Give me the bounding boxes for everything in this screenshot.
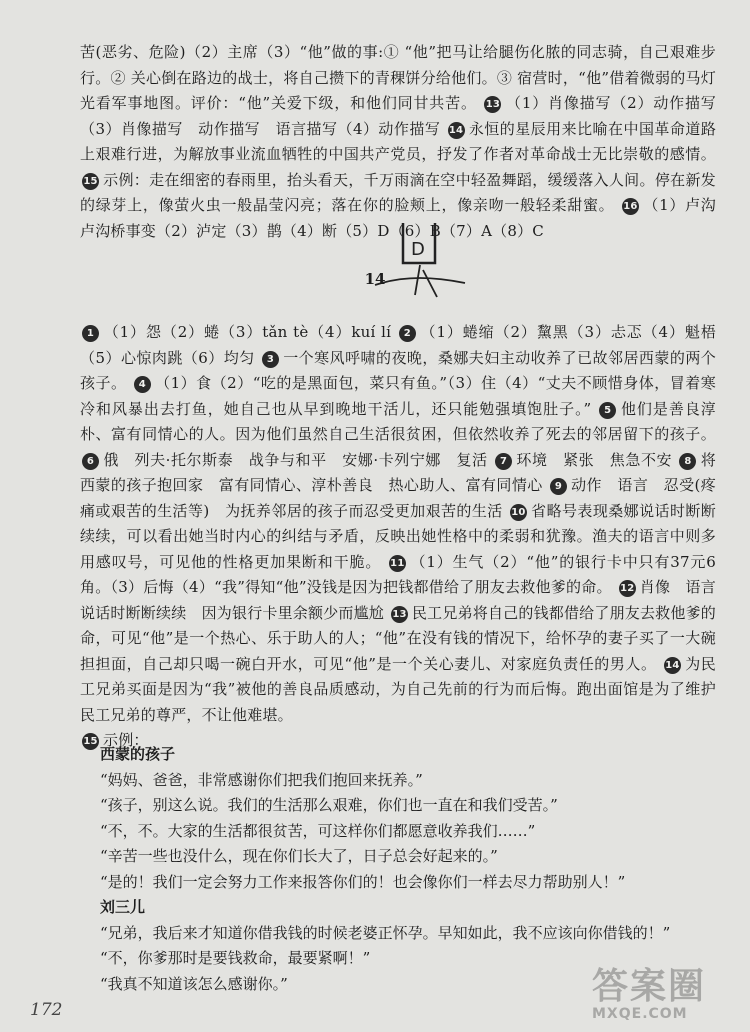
question-number-badge: 14 xyxy=(664,657,681,674)
answer-text: （1）怨（2）蜷（3）tǎn tè（4）kuí lí xyxy=(103,323,392,341)
top-paragraph-intro: 苦(恶劣、危险)（2）主席（3）“他”做的事:① “他”把马让给腿伤化脓的同志骑，自己艰难步行。② 关心倒在路边的战士，将自己攒下的青稞饼分给他们。③ 宿营时，“他”借着微弱的马灯光看军事地图。评价：“他”关爱下级，和他们同甘共苦。 xyxy=(80,43,716,112)
page-number: 172 xyxy=(30,1000,63,1020)
watermark-bottom: MXQE.COM xyxy=(592,1006,688,1022)
answer-text: 民工兄弟将自己的钱都借给了朋友去救他爹的命，可见“他”是一个热心、乐于助人的人；“他”在没有钱的情况下，给怀孕的妻子买了一大碗担担面，自己却只喝一碗白开水，可见“他”是一个关心妻儿、对家庭负责任的男人。 xyxy=(80,603,716,673)
sample-dialog xyxy=(100,742,720,997)
answer-text: 示例： xyxy=(103,731,149,749)
question-number-badge: 13 xyxy=(484,96,501,113)
question-number-badge: 15 xyxy=(82,733,99,750)
svg-text:D: D xyxy=(411,239,425,260)
dialog-line: “辛苦一些也没什么，现在你们长大了，日子总会好起来的。” xyxy=(100,847,498,865)
answer-text: 一个寒风呼啸的夜晚，桑娜夫妇主动收养了已故邻居西蒙的两个孩子。 xyxy=(80,348,716,392)
dialog-line: “妈妈、爸爸，非常感谢你们把我们抱回来抚养。” xyxy=(100,770,423,789)
dialog-line: “我真不知道该怎么感谢你。” xyxy=(100,974,288,993)
question-number-badge: 10 xyxy=(510,504,527,521)
question-number-badge: 9 xyxy=(550,478,567,495)
question-number-badge: 3 xyxy=(262,351,279,368)
question-number-badge: 14 xyxy=(448,122,465,139)
question-number-badge: 4 xyxy=(134,376,151,393)
answer-text: 他们是善良淳朴、富有同情心的人。因为他们虽然自己生活很贫困，但依然收养了死去的邻居留下的孩子。 xyxy=(80,399,717,443)
question-number-badge: 5 xyxy=(599,402,616,419)
answer-text: 环境 紧张 焦急不安 xyxy=(516,450,673,469)
top-answer-block xyxy=(80,40,732,244)
dialog-title: 刘三儿 xyxy=(100,898,146,916)
question-number-badge: 12 xyxy=(619,580,636,597)
answer-text: 永恒的星辰用来比喻在中国革命道路上艰难行进，为解放事业流血牺牲的中国共产党员，抒发了作者对革命战士无比崇敬的感情。 xyxy=(80,119,717,163)
dialog-line: “孩子，别这么说。我们的生活那么艰难，你们也一直在和我们受苦。” xyxy=(100,796,558,814)
answer-text: 将西蒙的孩子抱回家 富有同情心、淳朴善良 热心助人、富有同情心 xyxy=(80,450,717,494)
question-number-badge: 1 xyxy=(82,325,99,342)
dialog-line: “不，不。大家的生活都很贫苦，可这样你们都愿意收养我们……” xyxy=(100,821,536,840)
section-title: 14 xyxy=(364,270,386,288)
question-number-badge: 15 xyxy=(82,173,99,190)
answer-text: （1）食（2）“吃的是黑面包，菜只有鱼。”（3）住（4）“丈夫不顾惜身体，冒着寒冷和风暴出去打鱼，她自己也从早到晚地干活儿，还只能勉强填饱肚子。” xyxy=(80,374,717,418)
dialog-line: “是的！我们一定会努力工作来报答你们的！也会像你们一样去尽力帮助别人！” xyxy=(100,872,626,891)
answer-text: （1）蜷缩（2）黧黑（3）忐忑（4）魁梧（5）心惊肉跳（6）均匀 xyxy=(80,323,716,367)
question-number-badge: 8 xyxy=(679,453,696,470)
question-number-badge: 16 xyxy=(622,198,639,215)
answer-text: 为民工兄弟买面是因为“我”被他的善良品质感动，为自己先前的行为而后悔。跑出面馆是为了维护民工兄弟的尊严，不让他难堪。 xyxy=(80,654,716,724)
question-number-badge: 11 xyxy=(389,555,406,572)
answer-text: （1）生气（2）“他”的银行卡中只有37元6角。（3）后悔（4）“我”得知“他”没钱是因为把钱都借给了朋友去救他爹的命。 xyxy=(80,552,716,596)
dialog-line: “兄弟，我后来才知道你借我钱的时候老婆正怀孕。早知如此，我不应该向你借钱的！” xyxy=(100,923,671,942)
dialog-title: 西蒙的孩子 xyxy=(100,745,176,763)
question-number-badge: 7 xyxy=(495,453,512,470)
watermark-top: 答案圈 xyxy=(592,966,707,1007)
question-number-badge: 2 xyxy=(399,325,416,342)
answers-block xyxy=(80,320,732,754)
handwritten-mark xyxy=(365,215,475,305)
answer-text: 示例：走在细密的春雨里，抬头看天，千万雨滴在空中轻盈舞蹈，缓缓落入人间。停在新发的绿芽上，像萤火虫一般晶莹闪亮；落在你的脸颊上，像亲吻一般轻柔甜蜜。 xyxy=(80,170,716,214)
question-number-badge: 6 xyxy=(82,453,99,470)
question-number-badge: 13 xyxy=(391,606,408,623)
answer-text: （1）卢沟 卢沟桥事变（2）泸定（3）鹊（4）断（5）D（6）B（7）A（8）C xyxy=(80,196,732,240)
site-watermark xyxy=(592,968,742,1028)
answer-text: 肖像 语言 说话时断断续续 因为银行卡里余额少而尴尬 xyxy=(80,578,732,622)
answer-text: 动作 语言 忍受(疼痛或艰苦的生活等) 为抚养邻居的孩子而忍受更加艰苦的生活 xyxy=(80,476,716,520)
answer-text: 省略号表现桑娜说话时断断续续，可以看出她当时内心的纠结与矛盾，反映出她性格中的柔弱和犹豫。渔夫的语言中则多用感叹号，可见他的性格更加果断和干脆。 xyxy=(80,501,717,571)
dialog-line: “不，你爹那时是要钱救命，最要紧啊！” xyxy=(100,949,371,967)
answer-text: （1）肖像描写（2）动作描写（3）肖像描写 动作描写 语言描写（4）动作描写 xyxy=(80,94,717,138)
answer-text: 俄 列夫·托尔斯泰 战争与和平 安娜·卡列宁娜 复活 xyxy=(103,450,488,469)
